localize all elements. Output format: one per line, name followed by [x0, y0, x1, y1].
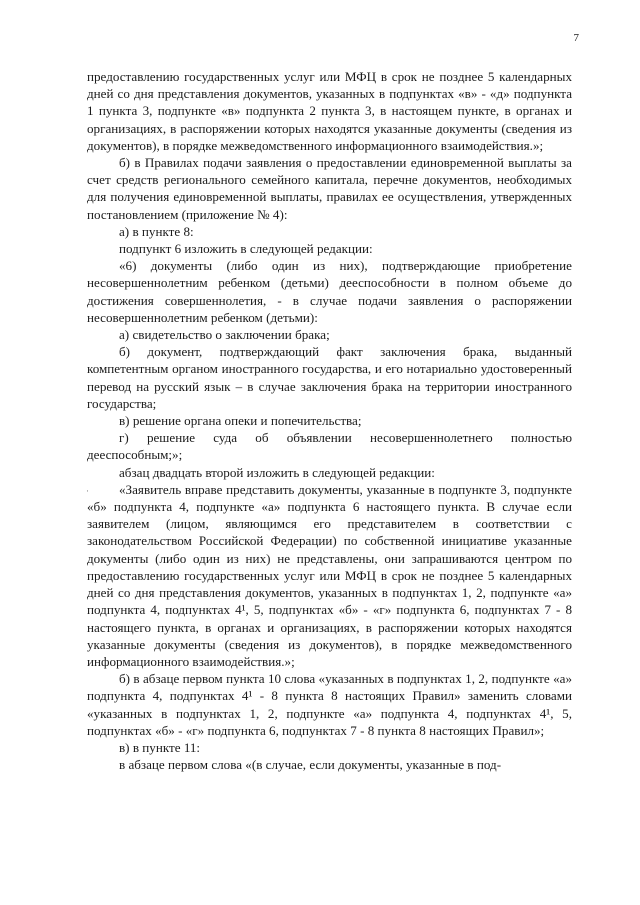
paragraph: «Заявитель вправе представить документы, указанные в подпункте 3, подпункте «б» подпункта 4, подпункте «а» подпункта 6 настоящего пункта. В случае если заявителем (лицом, являющимся его представителем в соответствии с законодательством Российской Федерации) по собственной инициативе указанные документы (либо один из них) не представлены, они запрашиваются центром по предоставлению государственных услуг или МФЦ в срок не позднее 5 календарных дней со дня представления документов, указанных в подпунктах 1, 2, подпункте «а» подпункта 4, подпунктах 4¹, 5, подпунктах «б» - «г» подпункта 6, подпунктах 7 - 8 настоящего пункта, в органах и организациях, в распоряжении которых находятся указанные документы (сведения из документов), в порядке межведомственного информационного взаимодействия.»;: [87, 481, 572, 669]
paragraph: в) в пункте 11:: [119, 739, 201, 755]
paragraph: а) в пункте 8:: [119, 223, 194, 239]
paragraph: в абзаце первом слова «(в случае, если документы, указанные в под-: [119, 757, 502, 773]
paragraph: в) решение органа опеки и попечительства;: [119, 413, 362, 429]
document-body: [87, 68, 572, 773]
scan-mark: ·: [86, 486, 89, 496]
paragraph: б) в абзаце первом пункта 10 слова «указанных в подпунктах 1, 2, подпункте «а» подпункта 4, подпунктах 4¹ - 8 пункта 8 настоящих Правил» заменить словами «указанных в подпунктах 1, 2, подпункте «а» подпункта 4, подпунктах 4¹, 5, подпунктах «б» - «г» подпункта 6, подпунктах 7 - 8 пункта 8 настоящих Правил»;: [87, 671, 572, 738]
paragraph: г) решение суда об объявлении несовершеннолетнего полностью дееспособным;»;: [87, 430, 572, 463]
paragraph: а) свидетельство о заключении брака;: [119, 327, 330, 343]
paragraph: подпункт 6 изложить в следующей редакции:: [119, 241, 373, 257]
paragraph: предоставлению государственных услуг или МФЦ в срок не позднее 5 календарных дней со дня представления документов, указанных в подпунктах «в» - «д» подпункта 1 пункта 3, подпункте «в» подпункта 2 пункта 3, в настоящем пункте, в органах и организациях, в распоряжении которых находятся указанные документы (сведения из документов), в порядке межведомственного информационного взаимодействия.»;: [87, 69, 572, 153]
paragraph: «6) документы (либо один из них), подтверждающие приобретение несовершеннолетним ребенком (детьми) дееспособности в полном объеме до достижения совершеннолетия, - в случае подачи заявления о распоряжении несовершеннолетним ребенком (детьми):: [87, 258, 572, 325]
paragraph: б) документ, подтверждающий факт заключения брака, выданный компетентным органом иностранного государства, и его нотариально удостоверенный перевод на русский язык – в случае заключения брака на территории иностранного государства;: [87, 344, 572, 411]
paragraph: б) в Правилах подачи заявления о предоставлении единовременной выплаты за счет средств регионального семейного капитала, перечне документов, необходимых для получения единовременной выплаты, правилах ее осуществления, утвержденных постановлением (приложение № 4):: [87, 155, 572, 222]
page-number: 7: [573, 32, 579, 44]
paragraph: абзац двадцать второй изложить в следующей редакции:: [119, 464, 435, 480]
